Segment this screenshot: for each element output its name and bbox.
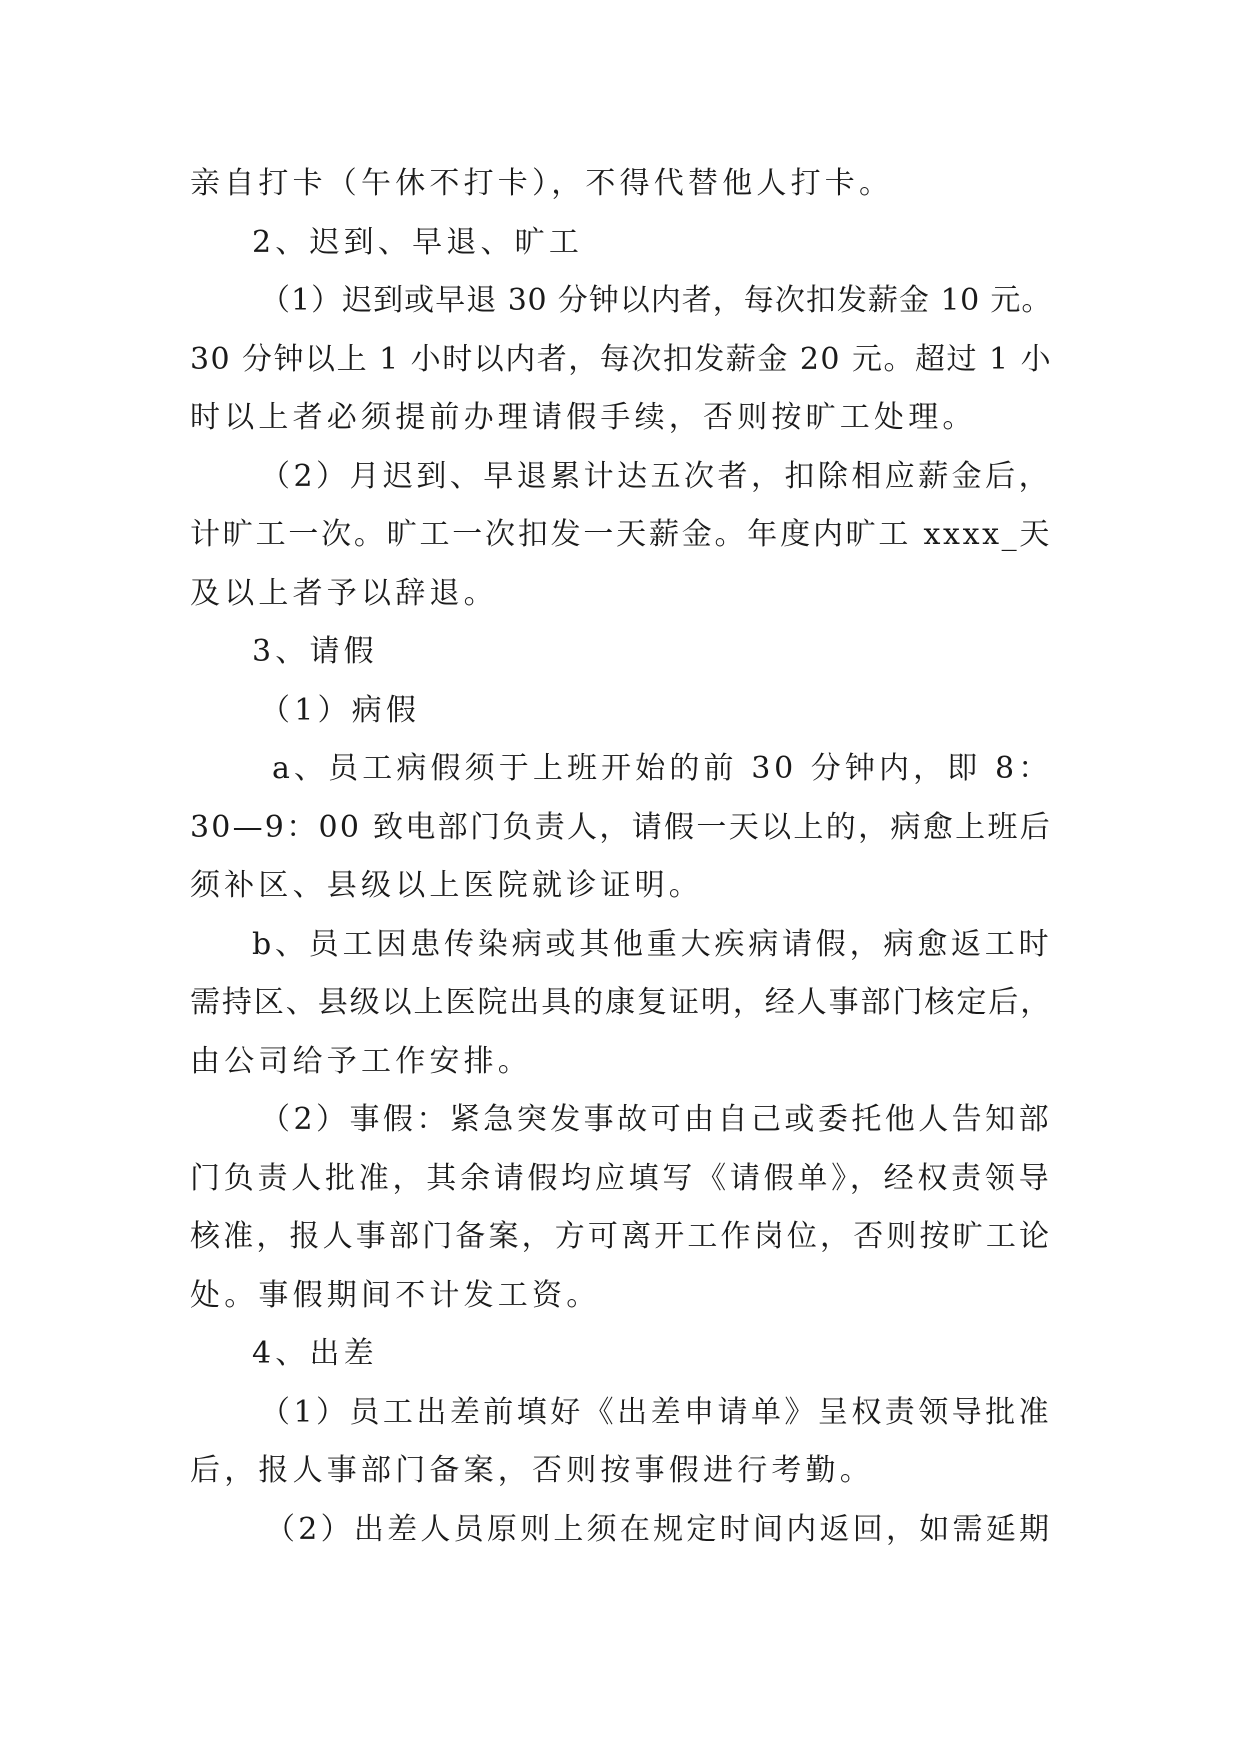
text-line-16: 由公司给予工作安排。 xyxy=(190,1043,532,1079)
text-line-3: （1）迟到或早退 30 分钟以内者，每次扣发薪金 10 元。 xyxy=(260,283,1052,318)
text-line-18: 门负责人批准，其余请假均应填写《请假单》，经权责领导 xyxy=(190,1160,1052,1196)
text-line-23: 后，报人事部门备案，否则按事假进行考勤。 xyxy=(190,1453,874,1488)
text-line-4: 30 分钟以上 1 小时以内者，每次扣发薪金 20 元。超过 1 小 xyxy=(190,341,1052,377)
text-line-7: 计旷工一次。旷工一次扣发一天薪金。年度内旷工 xxxx_天 xyxy=(190,517,1052,552)
text-line-22: （1）员工出差前填好《出差申请单》呈权责领导批准 xyxy=(260,1394,1052,1430)
text-line-19: 核准，报人事部门备案，方可离开工作岗位，否则按旷工论 xyxy=(190,1219,1052,1254)
text-line-6: （2）月迟到、早退累计达五次者，扣除相应薪金后， xyxy=(260,458,1052,494)
text-line-24: （2）出差人员原则上须在规定时间内返回，如需延期 xyxy=(265,1511,1052,1547)
text-line-8: 及以上者予以辞退。 xyxy=(190,575,498,611)
text-line-14: b、员工因患传染病或其他重大疾病请假，病愈返工时 xyxy=(252,926,1053,962)
subsection-heading-sick-leave: （1）病假 xyxy=(260,692,421,728)
text-line-15: 需持区、县级以上医院出具的康复证明，经人事部门核定后， xyxy=(190,985,1052,1020)
text-line-11: a、员工病假须于上班开始的前 30 分钟内，即 8： xyxy=(272,751,1052,786)
text-line-20: 处。事假期间不计发工资。 xyxy=(190,1277,601,1313)
document-body xyxy=(190,155,1052,1559)
text-line-1: 亲自打卡（午休不打卡），不得代替他人打卡。 xyxy=(190,166,894,201)
section-heading-business-trip: 4、出差 xyxy=(252,1336,378,1371)
text-line-13: 须补区、县级以上医院就诊证明。 xyxy=(190,868,703,903)
text-line-5: 时以上者必须提前办理请假手续，否则按旷工处理。 xyxy=(190,400,977,435)
text-line-17: （2）事假：紧急突发事故可由自己或委托他人告知部 xyxy=(260,1102,1052,1137)
text-line-12: 30—9：00 致电部门负责人，请假一天以上的，病愈上班后 xyxy=(190,809,1052,845)
section-heading-lateness: 2、迟到、早退、旷工 xyxy=(252,224,584,260)
section-heading-leave: 3、请假 xyxy=(252,634,378,669)
